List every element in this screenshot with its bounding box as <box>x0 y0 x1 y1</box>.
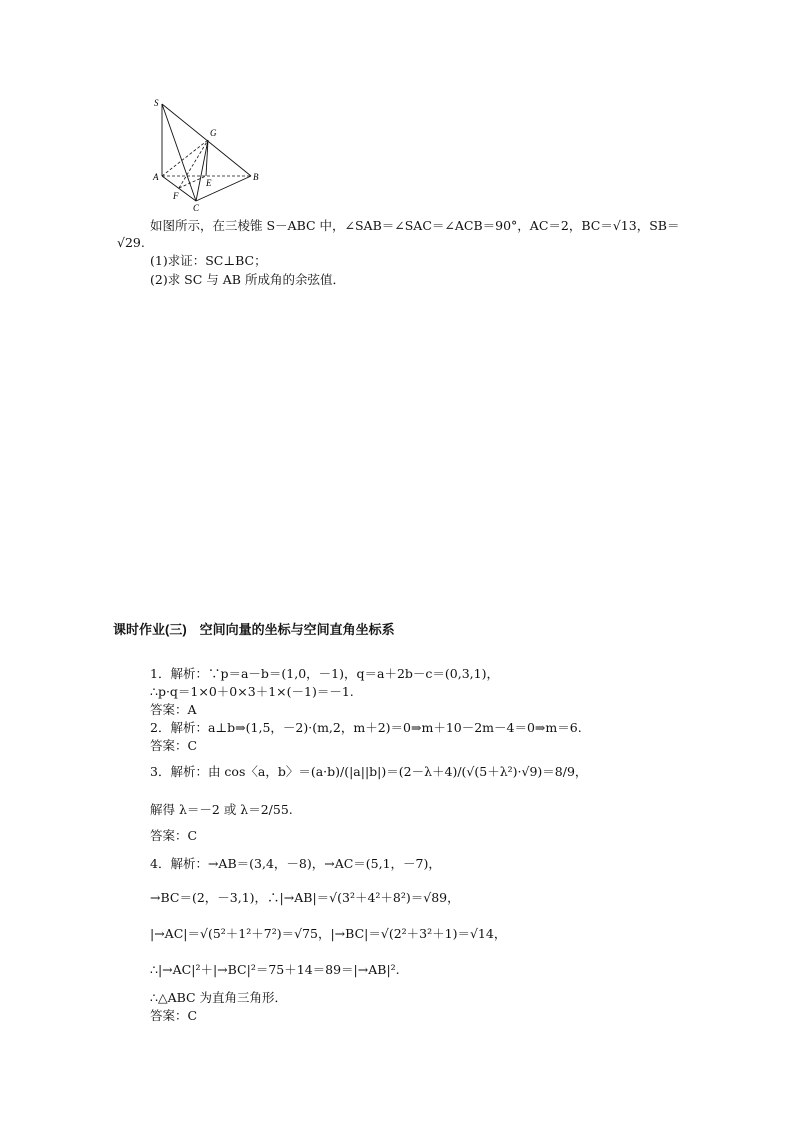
solution-line: 3．解析：由 cos〈a，b〉＝(a·b)/(|a||b|)＝(2－λ＋4)/(√(5＋λ²)·√9)＝8/9， <box>150 764 588 779</box>
solution-line: 2．解析：a⊥b⇒(1,5，－2)·(m,2，m＋2)＝0⇒m＋10－2m－4＝0⇒m＝6. <box>150 720 582 735</box>
solution-line: 4．解析：→AB＝(3,4，－8)，→AC＝(5,1，－7)， <box>150 856 441 871</box>
vertex-label-F: F <box>173 191 179 201</box>
edge-SC <box>162 104 196 201</box>
answer-line: 答案：C <box>150 828 198 843</box>
solution-line: ∴p·q＝1×0＋0×3＋1×(－1)＝－1. <box>150 684 354 699</box>
problem-part1: (1)求证：SC⊥BC； <box>150 253 267 268</box>
vertex-label-S: S <box>154 98 159 108</box>
vertex-label-C: C <box>193 203 200 213</box>
tetrahedron-figure <box>148 96 268 214</box>
solution-line: ∴△ABC 为直角三角形． <box>150 990 288 1005</box>
solution-line: 1．解析：∵p＝a－b＝(1,0，－1)，q＝a＋2b－c＝(0,3,1)， <box>150 666 499 681</box>
answer-line: 答案：C <box>150 738 198 753</box>
solution-line: →BC＝(2，－3,1)，∴|→AB|＝√(3²＋4²＋8²)＝√89， <box>150 890 460 905</box>
solution-line: 解得 λ＝－2 或 λ＝2/55. <box>150 802 293 817</box>
solution-line: |→AC|＝√(5²＋1²＋7²)＝√75，|→BC|＝√(2²＋3²＋1)＝√14， <box>150 926 507 941</box>
section-title: 课时作业(三) 空间向量的坐标与空间直角坐标系 <box>113 622 395 637</box>
answer-line: 答案：C <box>150 1008 198 1023</box>
solution-line: ∴|→AC|²＋|→BC|²＝75＋14＝89＝|→AB|². <box>150 962 400 977</box>
vertex-label-E: E <box>206 178 212 188</box>
vertex-label-B: B <box>253 172 259 182</box>
vertex-label-G: G <box>210 128 217 138</box>
edge-AC <box>162 176 196 201</box>
problem-part2: (2)求 SC 与 AB 所成角的余弦值． <box>150 272 345 287</box>
problem-stem-line2: √29. <box>117 235 145 250</box>
edge-CB <box>196 176 251 201</box>
vertex-label-A: A <box>153 172 159 182</box>
problem-stem-line1: 如图所示，在三棱锥 S－ABC 中，∠SAB＝∠SAC＝∠ACB＝90°，AC＝2，BC＝√13，SB＝ <box>150 218 680 233</box>
answer-line: 答案：A <box>150 702 197 717</box>
